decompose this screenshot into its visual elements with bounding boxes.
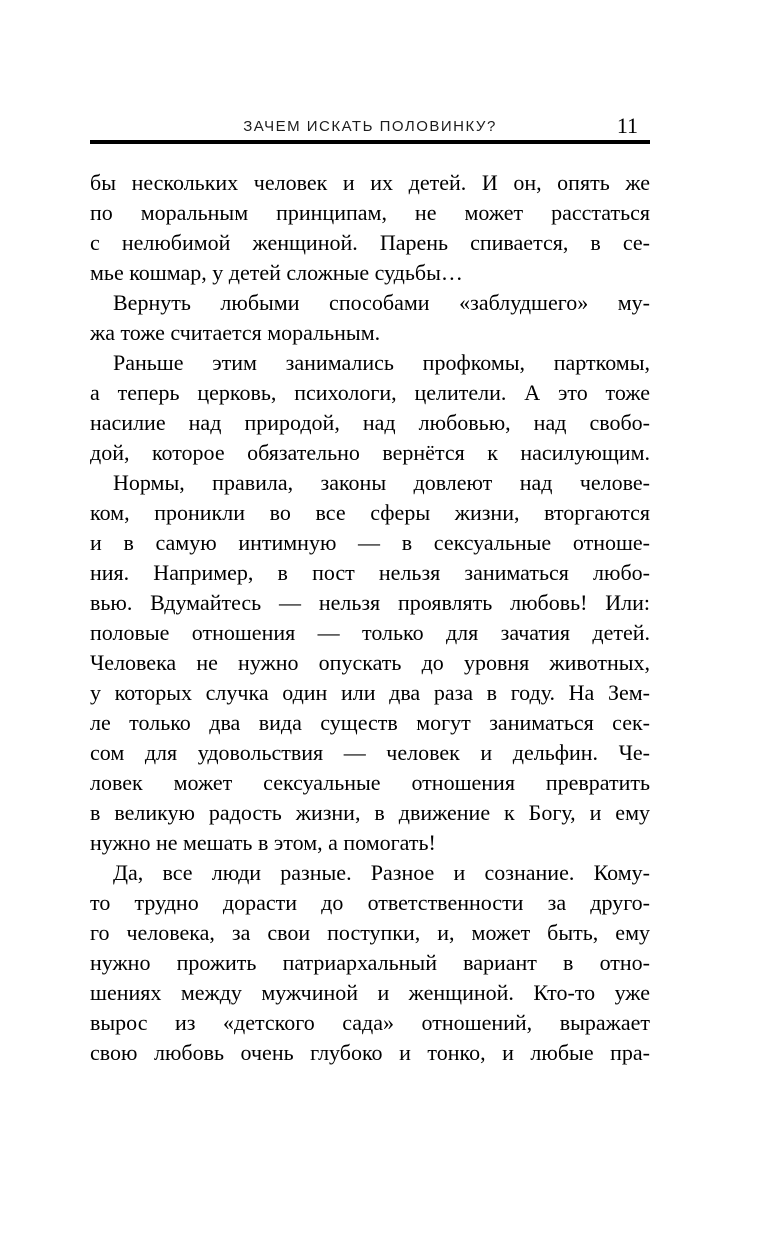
text-line: то трудно дорасти до ответственности за друго- — [90, 890, 650, 915]
text-line: ле только два вида существ могут заниматься сек- — [90, 710, 650, 735]
text-line: ния. Например, в пост нельзя заниматься любо- — [90, 560, 650, 585]
text-line: нужно прожить патриархальный вариант в отно- — [90, 950, 650, 975]
text-line: насилие над природой, над любовью, над свобо- — [90, 410, 650, 435]
text-line: а теперь церковь, психологи, целители. А это тоже — [90, 380, 650, 405]
text-line: свою любовь очень глубоко и тонко, и любые пра- — [90, 1040, 650, 1065]
text-line: нужно не мешать в этом, а помогать! — [90, 830, 436, 855]
text-line: жа тоже считается моральным. — [90, 320, 381, 345]
text-line: по моральным принципам, не может расстаться — [90, 200, 650, 225]
page-number: 11 — [616, 113, 638, 138]
paragraph — [90, 858, 650, 1068]
header-rule — [90, 140, 650, 144]
text-line: Раньше этим занимались профкомы, парткомы, — [113, 350, 650, 375]
paragraph — [90, 468, 650, 858]
text-line: ком, проникли во все сферы жизни, вторгаются — [90, 500, 650, 525]
text-line: го человека, за свои поступки, и, может быть, ему — [90, 920, 650, 945]
text-line: сом для удовольствия — человек и дельфин. Че- — [90, 740, 650, 765]
text-line: вырос из «детского сада» отношений, выражает — [90, 1010, 650, 1035]
text-line: ловек может сексуальные отношения превратить — [90, 770, 650, 795]
text-line: в великую радость жизни, в движение к Богу, и ему — [90, 800, 650, 825]
running-header — [90, 0, 650, 138]
text-line: бы нескольких человек и их детей. И он, опять же — [90, 170, 650, 195]
paragraph — [90, 348, 650, 468]
text-line: мье кошмар, у детей сложные судьбы… — [90, 260, 463, 285]
paragraph — [90, 168, 650, 288]
text-line: шениях между мужчиной и женщиной. Кто-то уже — [90, 980, 650, 1005]
body-text — [90, 168, 650, 1068]
text-line: вью. Вдумайтесь — нельзя проявлять любовь! Или: — [90, 590, 650, 615]
text-line: у которых случка один или два раза в году. На Зем- — [90, 680, 650, 705]
chapter-title: ЗАЧЕМ ИСКАТЬ ПОЛОВИНКУ? — [243, 118, 497, 135]
text-line: Нормы, правила, законы довлеют над челове- — [113, 470, 650, 495]
text-line: Вернуть любыми способами «заблудшего» му- — [113, 290, 650, 315]
text-line: Да, все люди разные. Разное и сознание. Кому- — [113, 860, 650, 885]
text-line: с нелюбимой женщиной. Парень спивается, в се- — [90, 230, 650, 255]
paragraph — [90, 288, 650, 348]
text-column — [90, 0, 650, 1068]
text-line: и в самую интимную — в сексуальные отноше- — [90, 530, 650, 555]
text-line: Человека не нужно опускать до уровня животных, — [90, 650, 650, 675]
text-line: дой, которое обязательно вернётся к насилующим. — [90, 440, 650, 465]
text-line: половые отношения — только для зачатия детей. — [90, 620, 650, 645]
